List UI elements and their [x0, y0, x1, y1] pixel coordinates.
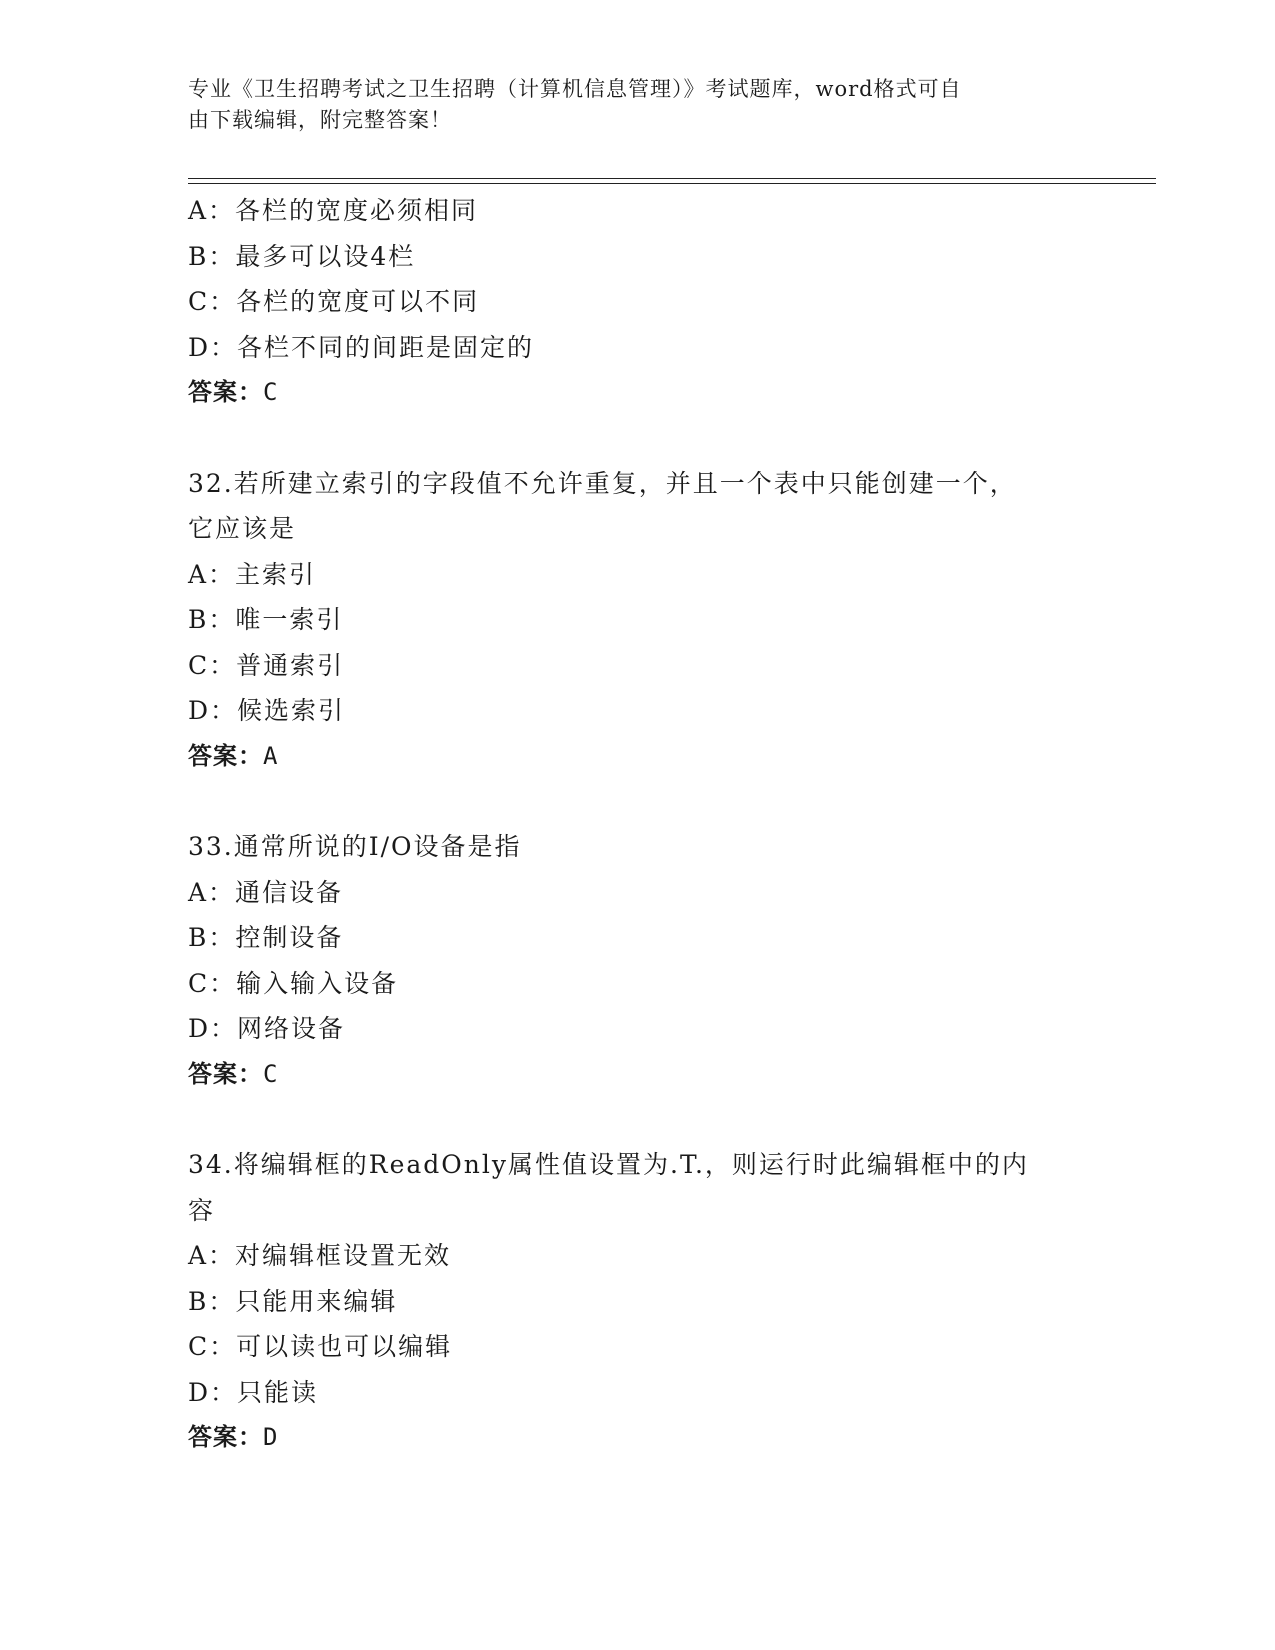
option-d: D：各栏不同的间距是固定的	[188, 332, 535, 362]
option-b: B：最多可以设4栏	[188, 241, 416, 271]
question-text-line-2: 它应该是	[188, 514, 297, 543]
answer-label: 答案：	[188, 741, 263, 770]
answer-line	[188, 1415, 1088, 1461]
question-text-line-2: 容	[188, 1195, 216, 1225]
option-d: D：只能读	[188, 1377, 319, 1407]
header-line-2: 由下载编辑，附完整答案！	[188, 108, 452, 132]
question-block-33	[188, 824, 1088, 1097]
answer-label: 答案：	[188, 378, 263, 406]
option-b: B：唯一索引	[188, 605, 344, 634]
option-c: C：输入输入设备	[188, 968, 399, 998]
option-c: C：可以读也可以编辑	[188, 1332, 453, 1361]
question-block-32	[188, 461, 1088, 780]
answer-label: 答案：	[188, 1059, 263, 1088]
option-a: A：各栏的宽度必须相同	[188, 196, 479, 225]
answer-line	[188, 1052, 1088, 1098]
answer-line	[188, 734, 1088, 780]
question-list	[188, 188, 1088, 1461]
option-c: C：普通索引	[188, 650, 345, 680]
answer-value: D	[263, 1423, 279, 1451]
answer-line	[188, 370, 1088, 416]
question-text-line-1: 34.将编辑框的ReadOnly属性值设置为.T.，则运行时此编辑框中的内	[188, 1150, 1029, 1179]
option-b: B：控制设备	[188, 923, 344, 952]
header-line-1: 专业《卫生招聘考试之卫生招聘（计算机信息管理）》考试题库，word格式可自	[188, 77, 962, 101]
option-d: D：候选索引	[188, 696, 346, 725]
question-text-line-1: 32.若所建立索引的字段值不允许重复，并且一个表中只能创建一个，	[188, 468, 1017, 498]
document-header	[188, 74, 1088, 136]
header-divider-bottom	[188, 183, 1156, 184]
option-a: A：对编辑框设置无效	[188, 1241, 452, 1270]
option-b: B：只能用来编辑	[188, 1286, 398, 1316]
question-block-31	[188, 188, 1088, 416]
option-d: D：网络设备	[188, 1014, 346, 1043]
answer-value: C	[263, 1059, 279, 1088]
answer-value: C	[263, 378, 279, 406]
answer-value: A	[263, 741, 279, 770]
question-text-line-1: 33.通常所说的I/O设备是指	[188, 832, 522, 861]
option-a: A：通信设备	[188, 877, 344, 907]
header-divider-top	[188, 178, 1156, 179]
option-a: A：主索引	[188, 559, 317, 589]
answer-label: 答案：	[188, 1423, 263, 1451]
option-c: C：各栏的宽度可以不同	[188, 287, 480, 316]
question-block-34	[188, 1142, 1088, 1461]
